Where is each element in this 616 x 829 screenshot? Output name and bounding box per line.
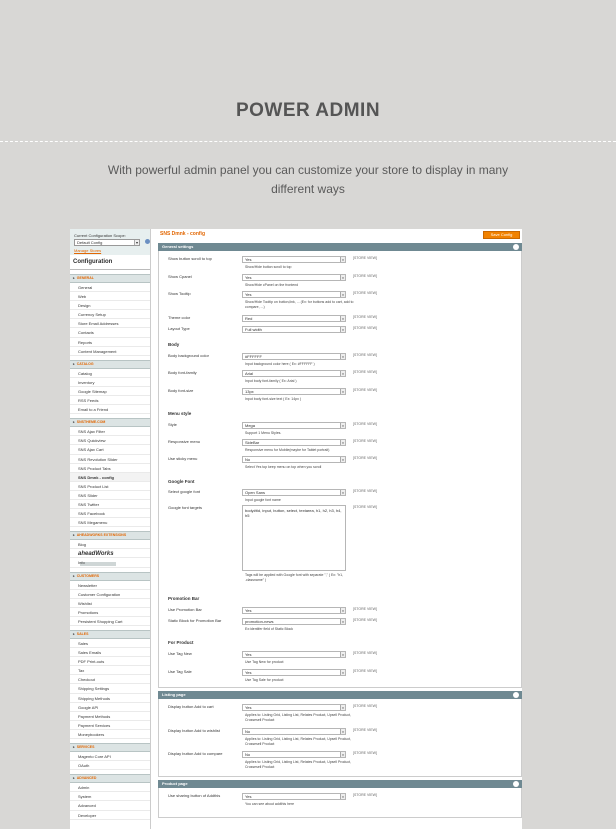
sidebar-item[interactable] <box>70 473 150 482</box>
sidebar-item[interactable] <box>70 648 150 657</box>
section-title: Listing page <box>162 692 186 697</box>
sidebar-item-label: Info <box>78 560 85 566</box>
sidebar-group-title: CUSTOMERS <box>76 573 100 578</box>
sidebar-item-label: Tax <box>78 668 85 674</box>
collapse-toggle-icon[interactable] <box>513 244 519 250</box>
sidebar-item-label: Payment Methods <box>78 713 111 719</box>
chevron-down-icon: ▾ <box>340 292 345 297</box>
sidebar-item-label: SNS Quickview <box>78 438 106 444</box>
sidebar-item-label: Promotions <box>78 609 99 615</box>
scope-switcher <box>70 229 150 255</box>
sidebar-item-label: System <box>78 794 92 800</box>
sidebar-item[interactable] <box>70 319 150 328</box>
config-label: Body font-size <box>168 388 194 393</box>
config-content <box>158 243 522 818</box>
config-label: Display button Add to compare <box>168 751 223 756</box>
config-value: Yes <box>245 705 252 710</box>
sidebar-item[interactable] <box>70 292 150 301</box>
config-note: Applies to: Listing Grid, Listing List, Relates Product, Upsell Product, Crossesell Product <box>245 737 352 746</box>
sidebar-item[interactable] <box>70 721 150 730</box>
config-value: Yes <box>245 608 252 613</box>
config-label: Style <box>168 422 177 427</box>
config-select[interactable] <box>242 353 346 360</box>
admin-screenshot <box>70 229 522 829</box>
store-view-scope: [STORE VIEW] <box>353 651 377 655</box>
sidebar-item[interactable] <box>70 792 150 801</box>
store-view-scope: [STORE VIEW] <box>353 704 377 708</box>
sidebar-item[interactable] <box>70 482 150 491</box>
sidebar-item[interactable] <box>70 801 150 810</box>
sidebar-item-label: PDF Print-outs <box>78 659 105 665</box>
sidebar-item-label: Shipping Methods <box>78 695 111 701</box>
sidebar-item-label: Developer <box>78 812 97 818</box>
sidebar-item-label: Reports <box>78 339 93 345</box>
config-value: Yes <box>245 652 252 657</box>
config-note: Applies to: Listing Grid, Listing List, Relates Product, Upsell Product, Crossesell Product <box>245 760 352 769</box>
sidebar-item-label: Admin <box>78 785 90 791</box>
sidebar-item-label: Magento Core API <box>78 754 111 760</box>
sidebar-item-label: Blog <box>78 542 87 548</box>
sidebar-item-label: SNS Revolution Slider <box>78 456 118 462</box>
config-label: Use Tag New <box>168 651 192 656</box>
config-value: Yes <box>245 275 252 280</box>
config-note: Show/Hide button scroll to top <box>245 265 292 269</box>
sidebar-item-label: Email to a Friend <box>78 407 109 413</box>
sidebar-item[interactable] <box>70 730 150 739</box>
config-label: Use sharing button of Addthis <box>168 793 221 798</box>
store-view-scope: [STORE VIEW] <box>353 618 377 622</box>
config-note: Show/Hide Tooltip on button,link, ... (Ex: for buttons add to cart, add to compare, ...) <box>245 300 354 309</box>
page-header <box>158 229 522 240</box>
sidebar-item[interactable] <box>70 283 150 292</box>
config-label: Use Promotion Bar <box>168 607 202 612</box>
sidebar-group <box>70 531 150 567</box>
scope-value: Default Config <box>77 240 103 245</box>
sidebar-group-header[interactable] <box>70 572 150 581</box>
sidebar-item[interactable] <box>70 617 150 626</box>
chevron-right-icon: ▸ <box>73 573 75 578</box>
store-view-scope: [STORE VIEW] <box>353 291 377 295</box>
config-value: Yes <box>245 794 252 799</box>
sidebar-item-label: RSS Feeds <box>78 398 99 404</box>
config-select[interactable] <box>242 651 346 658</box>
config-label: Show Tooltip <box>168 291 191 296</box>
store-view-scope: [STORE VIEW] <box>353 353 377 357</box>
sidebar-group-title: AHEADWORKS EXTENSIONS <box>76 533 127 538</box>
sidebar-item[interactable] <box>70 694 150 703</box>
sidebar-item[interactable] <box>70 675 150 684</box>
sidebar-item-label: Newsletter <box>78 582 97 588</box>
sidebar-group-header[interactable] <box>70 531 150 540</box>
sidebar-item-label: Web <box>78 294 87 300</box>
config-value: Yes <box>245 670 252 675</box>
sidebar-item[interactable] <box>70 712 150 721</box>
sidebar-group-title: GENERAL <box>76 276 94 280</box>
section-header[interactable] <box>158 243 522 251</box>
config-select[interactable] <box>242 607 346 614</box>
sidebar-group-header[interactable] <box>70 743 150 752</box>
sidebar-item-label: Persistent Shopping Cart <box>78 618 123 624</box>
chevron-right-icon: ▸ <box>73 776 75 781</box>
config-label: Select google font <box>168 489 201 494</box>
store-view-scope: [STORE VIEW] <box>353 256 377 260</box>
config-value: Arial <box>245 371 254 376</box>
config-value: 13px <box>245 389 254 394</box>
sidebar-group-title: SALES <box>76 632 89 636</box>
store-view-scope: [STORE VIEW] <box>353 274 377 278</box>
chevron-right-icon: ▸ <box>73 533 75 538</box>
sidebar-item[interactable] <box>70 369 150 378</box>
sidebar-item-label: Store Email Addresses <box>78 321 119 327</box>
sidebar-item[interactable] <box>70 811 150 820</box>
sidebar-group <box>70 572 150 626</box>
sidebar-group-title: SNSTHEME.COM <box>76 420 106 425</box>
sidebar-item-label: Shipping Settings <box>78 686 110 692</box>
sidebar-item-label: Content Management <box>78 348 117 354</box>
sidebar-item[interactable] <box>70 590 150 599</box>
manage-stores-link[interactable]: Manage Stores <box>74 248 102 253</box>
config-note: Input google font name <box>245 498 281 502</box>
sidebar-group <box>70 418 150 527</box>
general-settings-section <box>158 251 522 688</box>
config-note: Input body font-size text ( Ex: 14px ) <box>245 397 302 401</box>
config-select[interactable] <box>242 728 346 735</box>
sidebar-item[interactable] <box>70 599 150 608</box>
sidebar-item[interactable] <box>70 684 150 693</box>
chevron-down-icon: ▾ <box>340 652 345 657</box>
config-label: Show Cpanel <box>168 274 192 279</box>
config-note: Use Tag Sale for product <box>245 678 284 682</box>
sidebar-item[interactable] <box>70 540 150 549</box>
config-label: Show button scroll to top <box>168 256 212 261</box>
config-textarea[interactable]: body#tid, input, button, select, textarea, h1, h2, h3, h4, h5 <box>242 505 346 571</box>
config-select[interactable] <box>242 422 346 429</box>
sidebar-item-label: SNS Product Tabs <box>78 465 111 471</box>
sidebar-item-label: OAuth <box>78 763 90 769</box>
chevron-down-icon: ▾ <box>340 389 345 394</box>
config-label: Theme color <box>168 315 191 320</box>
chevron-down-icon: ▾ <box>340 608 345 613</box>
config-note: Select Yes top keep menu on top when you scroll <box>245 465 322 469</box>
sidebar-item-label: Moneybookers <box>78 731 105 737</box>
sidebar-item[interactable] <box>70 608 150 617</box>
sidebar-item[interactable] <box>70 301 150 310</box>
config-select[interactable] <box>242 618 346 625</box>
config-label: Layout Type <box>168 326 190 331</box>
sidebar-item-label: Advanced <box>78 803 96 809</box>
config-label: Display button Add to cart <box>168 704 214 709</box>
chevron-down-icon: ▾ <box>135 240 138 245</box>
store-view-scope: [STORE VIEW] <box>353 751 377 755</box>
config-note: You can see about addthis here <box>245 802 295 806</box>
config-select[interactable] <box>242 793 346 800</box>
subsection-title: Google Font <box>168 479 195 484</box>
subsection-title: Promotion Bar <box>168 596 200 601</box>
config-select[interactable] <box>242 326 346 333</box>
chevron-down-icon: ▾ <box>340 423 345 428</box>
config-select[interactable] <box>242 704 346 711</box>
product-page-section <box>158 788 522 818</box>
sidebar-item[interactable] <box>70 396 150 405</box>
config-select[interactable] <box>242 439 346 446</box>
store-view-scope: [STORE VIEW] <box>353 728 377 732</box>
sidebar-item-label: SNS Ajax Filter <box>78 429 105 435</box>
store-view-scope: [STORE VIEW] <box>353 669 377 673</box>
config-note: Ex:identifer field of Static Block <box>245 627 294 631</box>
sidebar-item-label: Payment Services <box>78 722 111 728</box>
config-note: Applies to: Listing Grid, Listing List, Relates Product, Upsell Product, Crossesell Product <box>245 713 352 722</box>
help-icon[interactable] <box>145 239 150 244</box>
sidebar-item-label: Catalog <box>78 370 92 376</box>
section-header[interactable] <box>158 780 522 788</box>
sidebar-item-label: SNS Slider <box>78 492 98 498</box>
sidebar-item[interactable] <box>70 657 150 666</box>
chevron-down-icon: ▾ <box>340 371 345 376</box>
sidebar-item-label: Design <box>78 303 91 309</box>
config-select[interactable] <box>242 751 346 758</box>
sidebar-item[interactable] <box>70 783 150 792</box>
sidebar-item-label: SNS Megamenu <box>78 520 108 526</box>
sidebar-item-label: SNS Ajax Cart <box>78 447 104 453</box>
sidebar-item-label: SNS Product List <box>78 483 109 489</box>
sidebar-item[interactable] <box>70 509 150 518</box>
sidebar-item[interactable] <box>70 310 150 319</box>
sidebar-item-label: Currency Setup <box>78 312 106 318</box>
sidebar-item[interactable] <box>70 518 150 527</box>
sidebar-item[interactable] <box>70 581 150 590</box>
sidebar-item[interactable] <box>70 666 150 675</box>
sidebar-item[interactable] <box>70 436 150 445</box>
chevron-right-icon: ▸ <box>73 745 75 750</box>
config-select[interactable] <box>242 388 346 395</box>
sidebar-item-label: Google API <box>78 704 99 710</box>
subsection-title: Menu style <box>168 411 192 416</box>
scope-select[interactable] <box>74 239 140 246</box>
sidebar-item[interactable] <box>70 445 150 454</box>
section-title: Product page <box>162 781 188 786</box>
sidebar-group-header[interactable] <box>70 274 150 283</box>
collapse-toggle-icon[interactable] <box>513 781 519 787</box>
sidebar-item[interactable] <box>70 378 150 387</box>
config-value: Red <box>245 316 253 321</box>
sidebar-item[interactable] <box>70 639 150 648</box>
sidebar-item[interactable] <box>70 455 150 464</box>
sidebar-item[interactable] <box>70 347 150 356</box>
config-note: Support 1 Menu Styles. <box>245 431 282 435</box>
config-value: Yes <box>245 257 252 262</box>
config-select[interactable] <box>242 315 346 322</box>
sidebar-group <box>70 774 150 819</box>
sidebar-item[interactable] <box>70 549 150 558</box>
chevron-right-icon: ▸ <box>73 420 75 425</box>
config-value: Yes <box>245 292 252 297</box>
sidebar-item[interactable] <box>70 387 150 396</box>
config-value: No <box>245 752 251 757</box>
save-config-button[interactable]: Save Config <box>483 231 520 239</box>
chevron-down-icon: ▾ <box>340 440 345 445</box>
chevron-down-icon: ▾ <box>340 752 345 757</box>
hero-description: With powerful admin panel you can customize your store to display in many different ways <box>107 163 509 196</box>
sidebar-group <box>70 630 150 739</box>
sidebar-group-header[interactable] <box>70 630 150 639</box>
sidebar-group <box>70 360 150 414</box>
store-view-scope: [STORE VIEW] <box>353 422 377 426</box>
store-view-scope: [STORE VIEW] <box>353 315 377 319</box>
chevron-right-icon: ▸ <box>73 276 75 280</box>
store-view-scope: [STORE VIEW] <box>353 489 377 493</box>
chevron-down-icon: ▾ <box>340 275 345 280</box>
config-note: Show/Hide cPanel on the frontend <box>245 283 299 287</box>
config-label: Display button Add to wishlist <box>168 728 220 733</box>
chevron-down-icon: ▾ <box>340 619 345 624</box>
chevron-right-icon: ▸ <box>73 632 75 636</box>
config-select[interactable] <box>242 456 346 463</box>
config-label: Use sticky menu <box>168 456 198 461</box>
chevron-down-icon: ▾ <box>340 457 345 462</box>
chevron-down-icon: ▾ <box>340 794 345 799</box>
sidebar-item-label: Contacts <box>78 330 94 336</box>
sidebar-item[interactable] <box>70 328 150 337</box>
sidebar-item-label: SNS Facebook <box>78 511 105 517</box>
config-label: Body background color <box>168 353 209 358</box>
chevron-down-icon: ▾ <box>340 729 345 734</box>
chevron-down-icon: ▾ <box>340 354 345 359</box>
config-note: Input body font-family ( Ex: Arial ) <box>245 379 297 383</box>
sidebar-item[interactable] <box>70 405 150 414</box>
config-select[interactable] <box>242 669 346 676</box>
config-value: promotion-news <box>245 619 274 624</box>
subsection-title: For Product <box>168 640 194 645</box>
config-value: Open Sans <box>245 490 266 495</box>
section-header[interactable] <box>158 691 522 699</box>
chevron-down-icon: ▾ <box>340 670 345 675</box>
config-value: No <box>245 457 251 462</box>
sidebar-item[interactable] <box>70 500 150 509</box>
store-view-scope: [STORE VIEW] <box>353 793 377 797</box>
sidebar-item[interactable] <box>70 464 150 473</box>
sidebar-group <box>70 743 150 770</box>
sidebar-group-header[interactable] <box>70 360 150 369</box>
config-value: No <box>245 729 251 734</box>
config-select[interactable] <box>242 274 346 281</box>
chevron-down-icon: ▾ <box>340 316 345 321</box>
sidebar-item-label: SNS Twitter <box>78 501 100 507</box>
config-main <box>158 229 522 829</box>
collapse-toggle-icon[interactable] <box>513 692 519 698</box>
hero-title: POWER ADMIN <box>235 100 381 121</box>
sidebar-item-label: Checkout <box>78 677 95 683</box>
sidebar-item[interactable] <box>70 761 150 770</box>
config-value: SideBar <box>245 440 260 445</box>
aheadworks-logo: aheadWorks <box>78 551 114 558</box>
config-value: Full width <box>245 327 262 332</box>
sidebar-group-title: CATALOG <box>76 361 94 366</box>
sidebar-group-header[interactable] <box>70 418 150 427</box>
sidebar-group <box>70 274 150 356</box>
config-select[interactable] <box>242 370 346 377</box>
sidebar-item-label: Inventory <box>78 379 95 385</box>
store-view-scope: [STORE VIEW] <box>353 326 377 330</box>
sidebar-item[interactable] <box>70 427 150 436</box>
sidebar-item-label: SNS Dmnk - config <box>78 474 115 480</box>
chevron-down-icon: ▾ <box>340 327 345 332</box>
sidebar-groups <box>70 274 150 820</box>
sidebar-group-title: SERVICES <box>76 745 95 750</box>
store-view-scope: [STORE VIEW] <box>353 505 377 509</box>
config-note: Use Tag New for product <box>245 660 284 664</box>
store-view-scope: [STORE VIEW] <box>353 439 377 443</box>
config-label: Body font-family <box>168 370 197 375</box>
aheadworks-banner <box>80 562 116 566</box>
config-value: Mega <box>245 423 256 428</box>
config-label: Google font targets <box>168 505 203 510</box>
page-title: SNS Dmnk - config <box>160 231 206 237</box>
store-view-scope: [STORE VIEW] <box>353 456 377 460</box>
chevron-right-icon: ▸ <box>73 361 75 366</box>
sidebar-item[interactable] <box>70 752 150 761</box>
sidebar-group-header[interactable] <box>70 774 150 783</box>
store-view-scope: [STORE VIEW] <box>353 388 377 392</box>
sidebar-item-label: Sales <box>78 641 89 646</box>
chevron-down-icon: ▾ <box>340 490 345 495</box>
sidebar-item-label: Wishlist <box>78 600 92 606</box>
store-view-scope: [STORE VIEW] <box>353 607 377 611</box>
sidebar-item-label: Sales Emails <box>78 650 102 656</box>
chevron-down-icon: ▾ <box>340 705 345 710</box>
subsection-title: Body <box>168 342 180 347</box>
config-label: Use Tag Sale <box>168 669 192 674</box>
dashed-divider <box>0 141 616 142</box>
config-value: #FFFFFF <box>245 354 262 359</box>
sidebar-item[interactable] <box>70 338 150 347</box>
config-note: Tags will be applied with Google font with separate "," ( Ex: "h1, .classname" ) <box>245 573 344 582</box>
listing-page-section <box>158 699 522 777</box>
config-label: Static Block for Promotion Bar <box>168 618 222 623</box>
section-title: General settings <box>162 244 194 249</box>
sidebar-item-label: General <box>78 285 93 290</box>
config-label: Responsive menu <box>168 439 201 444</box>
config-note: Input background color here ( Ex: #FFFFFF ) <box>245 362 315 366</box>
config-sidebar <box>70 229 151 829</box>
config-note: Responsive menu for Mobile(maybe for Tablet portrait) <box>245 448 330 452</box>
sidebar-item-label: Customer Configuration <box>78 591 121 597</box>
scope-label: Current Configuration Scope: <box>74 233 126 238</box>
sidebar-item[interactable] <box>70 491 150 500</box>
config-select[interactable] <box>242 256 346 263</box>
config-select[interactable] <box>242 291 346 298</box>
sidebar-item[interactable] <box>70 703 150 712</box>
sidebar-group-title: ADVANCED <box>76 776 97 781</box>
config-select[interactable] <box>242 489 346 496</box>
store-view-scope: [STORE VIEW] <box>353 370 377 374</box>
configuration-heading: Configuration <box>70 255 150 270</box>
chevron-down-icon: ▾ <box>340 257 345 262</box>
sidebar-item-label: Google Sitemap <box>78 388 107 394</box>
